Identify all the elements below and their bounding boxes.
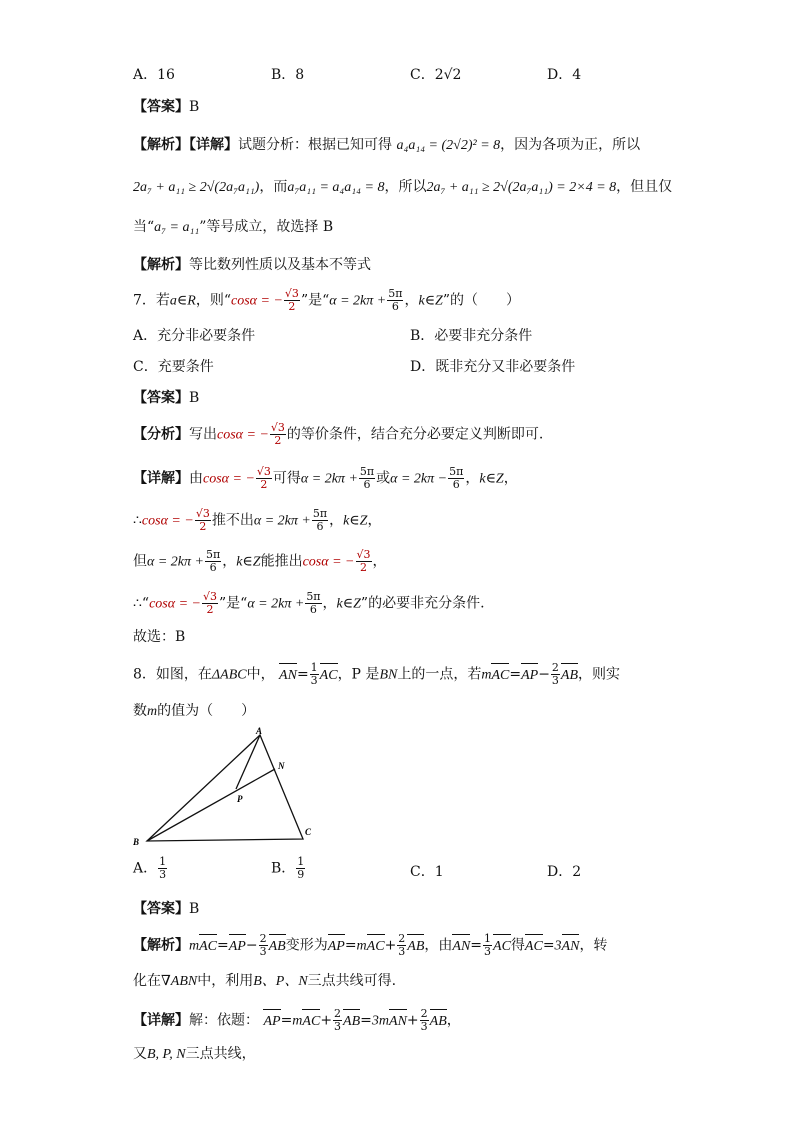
text: ，则实 <box>578 666 621 683</box>
denominator: 2 <box>199 520 207 533</box>
formula: k∈Z <box>343 513 368 529</box>
vector: AP <box>229 936 246 958</box>
q8-stem-line1 <box>133 662 620 687</box>
formula: cosα = − <box>141 513 194 529</box>
q8-jiexi-line2 <box>133 970 396 993</box>
numerator: 1 <box>310 661 318 674</box>
vector: AN <box>562 936 580 958</box>
q7-therefore <box>133 508 381 533</box>
text: 推不出 <box>211 512 254 529</box>
vector: AB <box>269 936 286 958</box>
denominator: 2 <box>260 478 268 491</box>
vector: AC <box>367 936 385 958</box>
numerator: 5π <box>449 465 464 478</box>
formula: ∇ABN <box>161 974 198 989</box>
formula: m <box>292 1013 303 1029</box>
numerator: 2 <box>398 932 406 945</box>
q6-analysis-line3 <box>133 216 333 239</box>
detail-tag: 【详解】 <box>133 470 189 487</box>
text: 能推出 <box>260 553 303 570</box>
numerator: 1 <box>297 855 305 868</box>
text: ，但且仅 <box>616 179 673 195</box>
option-letter: A． <box>133 860 158 877</box>
fraction <box>158 856 167 881</box>
q8-option-d: D．2 <box>547 864 582 880</box>
numerator: 2 <box>420 1007 428 1020</box>
vector: AP <box>521 665 538 687</box>
text: 解：依题： <box>189 1012 259 1029</box>
q6-option-d: D．4 <box>547 67 582 83</box>
denominator: 3 <box>259 945 267 958</box>
numerator: 5π <box>312 507 328 520</box>
q6-analysis2 <box>133 254 371 276</box>
vector: AN <box>452 936 470 958</box>
operator: = <box>217 937 229 954</box>
formula: m <box>189 938 200 954</box>
q6-option-b: B．8 <box>271 67 305 83</box>
denominator: 2 <box>288 300 296 313</box>
text: 中，利用 <box>197 973 254 989</box>
option-letter: B． <box>271 860 296 877</box>
text: 由 <box>189 470 203 487</box>
formula: cosα = − <box>302 554 355 570</box>
numerator: √3 <box>356 548 371 561</box>
operator: = <box>470 937 483 954</box>
vector: AP <box>328 936 345 958</box>
formula: α = 2kπ − <box>390 471 448 487</box>
analysis-tag: 【解析】 <box>133 257 189 273</box>
text: 数 <box>133 703 147 719</box>
q8-option-c: C．1 <box>410 864 444 880</box>
formula: α = 2kπ + <box>147 554 204 570</box>
text: ， <box>465 470 480 487</box>
text: 中， <box>246 666 275 683</box>
numerator: √3 <box>284 287 299 300</box>
answer-tag: 【答案】 <box>133 390 189 406</box>
text: ”是“ <box>219 595 248 612</box>
formula: 2a₇ + a₁₁ ≥ 2√(2a₇a₁₁) = 2×4 = 8 <box>426 180 617 195</box>
q7-option-b: B．必要非充分条件 <box>410 328 533 344</box>
formula: α = 2kπ + <box>253 513 311 529</box>
answer-value: B <box>189 99 200 115</box>
vector: AC <box>320 665 338 687</box>
formula: m <box>147 704 158 719</box>
formula: cosα = − <box>217 427 269 443</box>
text: ”等号成立，故选择 B <box>199 219 334 235</box>
numerator: 5π <box>205 548 221 561</box>
q8-option-b <box>271 856 306 881</box>
q8-answer <box>133 898 199 920</box>
q7-but <box>133 549 387 574</box>
numerator: 2 <box>259 932 267 945</box>
q8-last-line <box>133 1043 256 1066</box>
segment-ap <box>236 735 260 789</box>
numerator: 2 <box>551 661 559 674</box>
formula: a₇ = a₁₁ <box>154 220 200 235</box>
denominator: 3 <box>310 674 318 687</box>
numerator: 5π <box>388 287 403 300</box>
fraction <box>551 662 560 687</box>
numerator: 2 <box>334 1007 342 1020</box>
q8-xiangjie: 【详解】解：依题： AP=mAC+ $\frac{2}{3}$ AB=3mAN+ $\frac{2}{3}$ AB， <box>133 1007 461 1033</box>
text: 7．若 <box>133 292 170 309</box>
formula: ΔABC <box>211 667 247 683</box>
vector: AC <box>302 1011 320 1033</box>
vector: AB <box>343 1011 360 1033</box>
numerator: √3 <box>202 590 217 603</box>
text: 三点共线， <box>185 1046 256 1062</box>
label-p: P <box>237 794 243 804</box>
segment-bn <box>147 769 275 841</box>
text: 试题分析：根据已知可得 <box>238 137 392 153</box>
denominator: 2 <box>274 434 282 447</box>
formula: 3m <box>371 1013 390 1029</box>
text: 化在 <box>133 973 161 989</box>
formula: B、P、N <box>253 974 308 989</box>
vector: AC <box>493 936 511 958</box>
formula: m <box>356 938 367 954</box>
vector: AN <box>389 1011 407 1033</box>
text: 等比数列性质以及基本不等式 <box>189 257 371 273</box>
vector: AN <box>279 665 297 687</box>
text: 当“ <box>133 219 155 235</box>
text: ， <box>503 470 518 487</box>
label-a: A <box>256 727 263 736</box>
denominator: 6 <box>391 300 399 313</box>
vector: AB <box>430 1011 447 1033</box>
formula: k∈Z <box>336 596 361 612</box>
operator: = <box>344 937 357 954</box>
operator: = <box>296 666 309 683</box>
denominator: 3 <box>334 1020 342 1033</box>
fraction <box>312 508 328 533</box>
formula: α = 2kπ + <box>247 596 305 612</box>
formula: B, P, N <box>147 1047 186 1062</box>
fraction <box>259 933 268 958</box>
formula: cosα = − <box>203 471 255 487</box>
q6-analysis-line1 <box>133 134 640 157</box>
denominator: 3 <box>420 1020 428 1033</box>
denominator: 3 <box>159 868 167 881</box>
text: ，由 <box>424 937 453 954</box>
fraction <box>256 466 272 491</box>
denominator: 3 <box>484 945 492 958</box>
formula: cosα = − <box>149 596 201 612</box>
vector: AB <box>407 936 424 958</box>
numerator: 1 <box>484 932 492 945</box>
denominator: 3 <box>398 945 406 958</box>
q7-choose: 故选：B <box>133 629 186 645</box>
text: 得 <box>510 937 525 954</box>
denominator: 6 <box>452 478 460 491</box>
text: ∴ <box>133 512 142 529</box>
q7-option-d: D．既非充分又非必要条件 <box>410 359 576 375</box>
denominator: 2 <box>360 561 367 574</box>
text: ∴“ <box>133 595 150 612</box>
triangle-figure <box>133 727 313 847</box>
fraction <box>284 288 300 313</box>
q6-option-a: A．16 <box>133 67 175 83</box>
fraction <box>202 591 218 616</box>
denominator: 6 <box>316 520 324 533</box>
q7-fenxi <box>133 422 543 447</box>
formula: k∈Z <box>418 293 443 309</box>
fraction <box>359 466 375 491</box>
q7-conclusion <box>133 591 485 616</box>
answer-value: B <box>189 901 200 917</box>
text: ”是“ <box>300 292 330 309</box>
answer-tag: 【答案】 <box>133 99 189 115</box>
formula: BN <box>379 667 398 683</box>
fraction <box>356 549 372 574</box>
fraction <box>387 288 403 313</box>
text: 或 <box>376 470 391 487</box>
fraction <box>305 591 321 616</box>
q8-jiexi-line1: 【解析】mAC=AP− $\frac{2}{3}$ AB变形为AP=mAC+ $\frac{2}{3}$ AB，由AN= $\frac{1}{3}$ AC得AC=3AN，转 <box>133 932 608 958</box>
fraction <box>296 856 305 881</box>
text: ”的必要非充分条件. <box>360 595 485 612</box>
text: ，P 是 <box>337 666 380 683</box>
formula: 2a₇ + a₁₁ ≥ 2√(2a₇a₁₁) <box>133 180 260 195</box>
q6-answer <box>133 96 199 118</box>
text: 写出 <box>189 426 217 443</box>
text: ， <box>446 1012 461 1029</box>
formula: m <box>481 667 492 683</box>
formula: a₇a₁₁ = a₄a₁₄ = 8 <box>287 180 385 195</box>
vector: AC <box>491 665 509 687</box>
text: 变形为 <box>285 937 328 954</box>
q7-option-c: C．充要条件 <box>133 359 214 375</box>
text: 8．如图，在 <box>133 666 212 683</box>
detail-tag: 【详解】 <box>133 1012 189 1029</box>
text: 又 <box>133 1046 147 1062</box>
numerator: 1 <box>159 855 167 868</box>
denominator: 6 <box>309 603 317 616</box>
answer-value: B <box>189 390 200 406</box>
q8-option-a <box>133 856 168 881</box>
q7-xiangjie <box>133 466 518 491</box>
numerator: 5π <box>359 465 375 478</box>
answer-tag: 【答案】 <box>133 901 189 917</box>
fraction <box>310 662 319 687</box>
text: 可得 <box>272 470 301 487</box>
text: ， <box>404 292 419 309</box>
numerator: √3 <box>256 465 271 478</box>
text: ， <box>322 595 337 612</box>
analysis-tag: 【解析】 <box>133 137 189 153</box>
text: ， <box>372 553 387 570</box>
fraction <box>483 933 492 958</box>
fraction <box>420 1008 429 1033</box>
operator: − <box>538 666 550 683</box>
label-b: B <box>133 837 140 847</box>
denominator: 6 <box>363 478 371 491</box>
vector: AC <box>525 936 543 958</box>
operator: = <box>360 1012 372 1029</box>
q7-answer <box>133 387 199 409</box>
vector: AC <box>199 936 217 958</box>
formula: α = 2kπ + <box>300 471 358 487</box>
numerator: 5π <box>306 590 321 603</box>
fraction <box>270 422 286 447</box>
fraction <box>205 549 221 574</box>
text: ，则“ <box>195 292 232 309</box>
vector: AB <box>561 665 578 687</box>
denominator: 2 <box>206 603 214 616</box>
analysis-tag: 【解析】 <box>133 937 189 954</box>
text: ，转 <box>579 937 608 954</box>
q6-option-c: C．2√2 <box>410 67 462 83</box>
text: ，而 <box>259 179 288 195</box>
text: ， <box>329 512 344 529</box>
q7-option-a: A．充分非必要条件 <box>133 328 256 344</box>
text: 的等价条件，结合充分必要定义判断即可. <box>286 426 544 443</box>
text: ，因为各项为正，所以 <box>500 137 641 153</box>
label-c: C <box>305 827 312 837</box>
formula: 3 <box>554 938 562 954</box>
text: 的值为（ ） <box>157 703 256 719</box>
denominator: 6 <box>209 561 217 574</box>
numerator: √3 <box>195 507 210 520</box>
q8-stem-line2 <box>133 700 255 723</box>
triangle-abc <box>147 735 303 841</box>
fraction <box>397 933 406 958</box>
q7-stem <box>133 288 520 313</box>
analysis-tag: 【分析】 <box>133 426 189 443</box>
formula: k∈Z <box>479 471 504 487</box>
operator: − <box>245 937 258 954</box>
fraction <box>195 508 211 533</box>
text: ， <box>222 553 237 570</box>
formula: a₄a₁₄ = (2√2)² = 8 <box>396 138 501 153</box>
text: 但 <box>133 553 147 570</box>
numerator: √3 <box>270 421 285 434</box>
detail-tag: 【详解】 <box>189 137 238 153</box>
operator: = <box>509 666 522 683</box>
formula: a∈R <box>169 293 196 309</box>
text: 三点共线可得. <box>307 973 397 989</box>
q6-analysis-line2 <box>133 176 672 199</box>
operator: = <box>280 1012 293 1029</box>
operator: = <box>542 937 555 954</box>
fraction <box>448 466 464 491</box>
text: ”的（ ） <box>442 292 521 309</box>
formula: cosα = − <box>231 293 283 309</box>
denominator: 9 <box>297 868 305 881</box>
text: 上的一点，若 <box>397 666 482 683</box>
formula: α = 2kπ + <box>329 293 387 309</box>
text: ， <box>367 512 382 529</box>
label-n: N <box>278 761 285 771</box>
text: ，所以 <box>384 179 427 195</box>
formula: k∈Z <box>236 554 261 570</box>
fraction <box>333 1008 342 1033</box>
denominator: 3 <box>551 674 559 687</box>
vector: AP <box>263 1011 280 1033</box>
